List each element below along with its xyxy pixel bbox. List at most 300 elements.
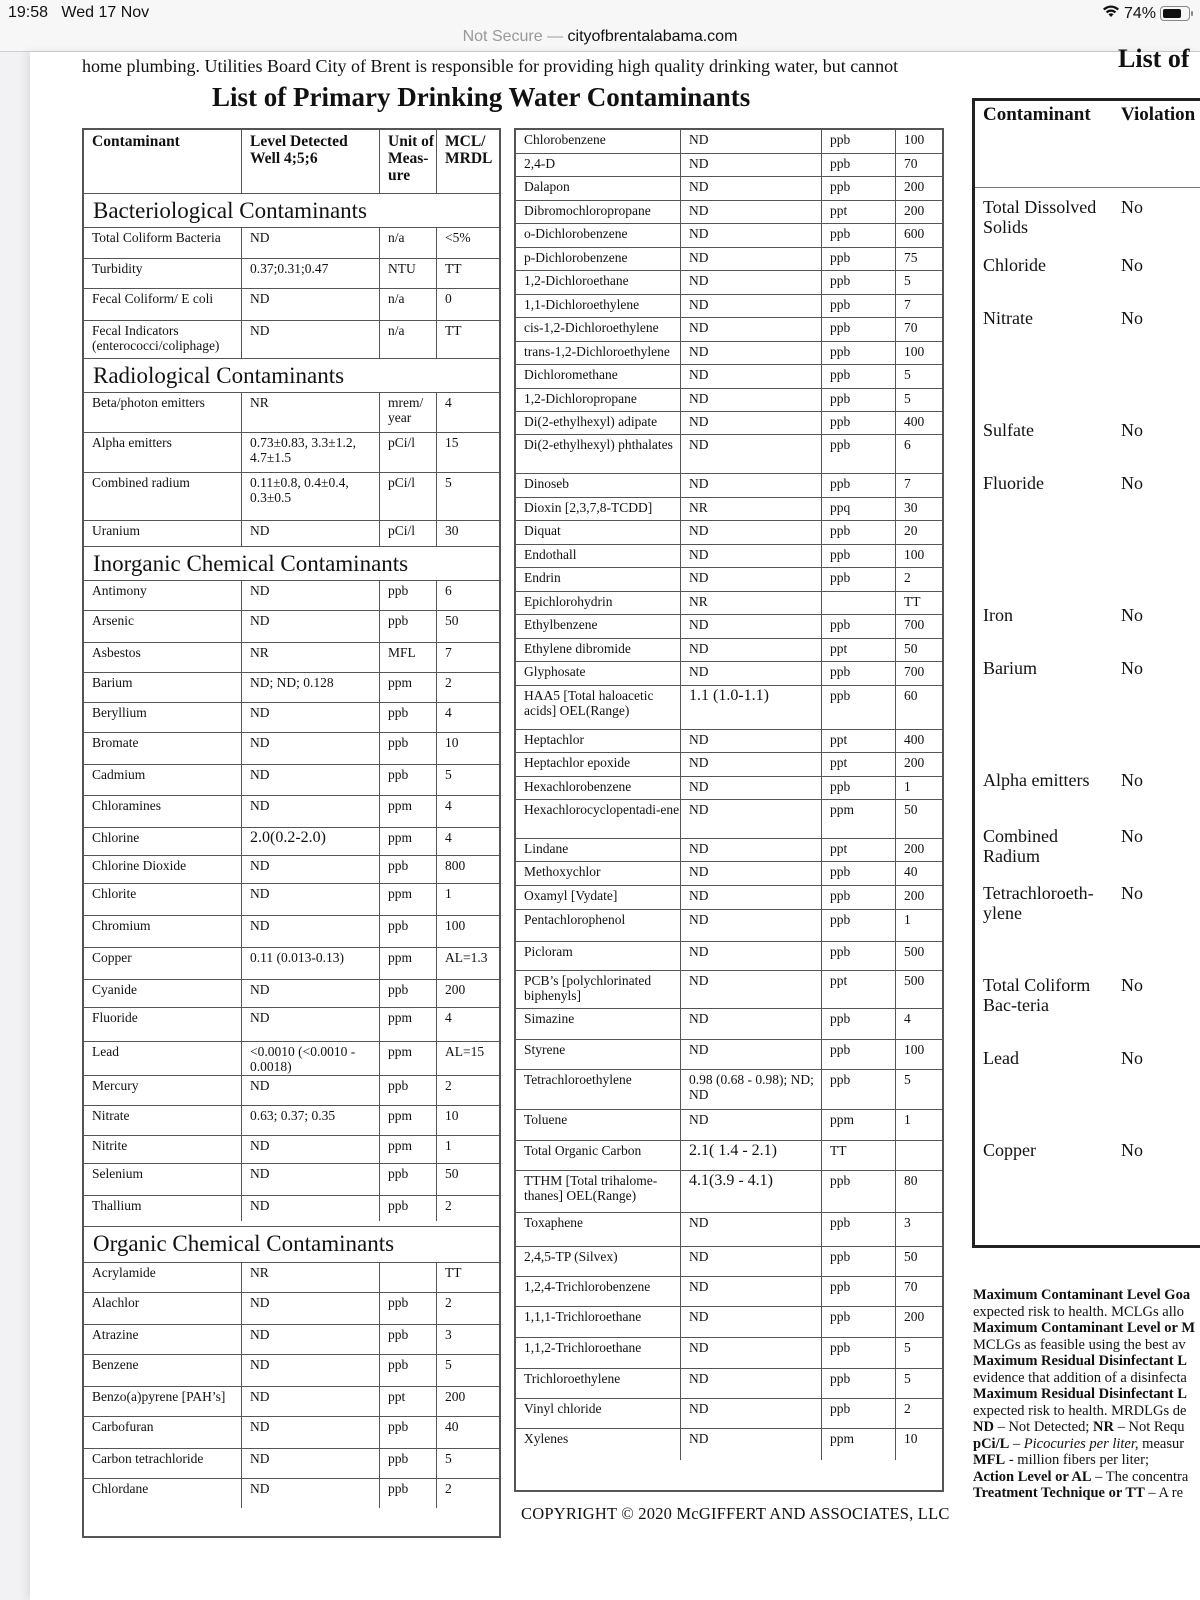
mcl: 70	[895, 154, 936, 176]
level-detected: ND	[680, 886, 821, 909]
level-detected: ND; ND; 0.128	[241, 673, 379, 702]
mcl	[895, 1141, 936, 1170]
level-detected: ND	[680, 435, 821, 473]
level-detected: ND	[680, 154, 821, 176]
mcl: 200	[895, 177, 936, 200]
contaminant-name: HAA5 [Total haloacetic acids] OEL(Range)	[524, 688, 654, 718]
mcl: 4	[436, 393, 492, 432]
contaminant-name: Bromate	[92, 735, 139, 750]
level-detected: ND	[680, 971, 821, 1008]
contaminant-name: Chloramines	[92, 798, 161, 813]
header-violation: Violation	[1121, 104, 1196, 125]
unit: ppb	[821, 942, 895, 970]
contaminant-name: Chlorobenzene	[524, 132, 606, 147]
mcl: 2	[436, 1293, 492, 1324]
definition-text: expected risk to health. MCLGs allo	[973, 1303, 1185, 1320]
mcl: 200	[436, 1387, 492, 1416]
violation-status: No	[1121, 255, 1143, 275]
contaminant-name: 2,4-D	[524, 156, 556, 171]
contaminant-name: trans-1,2-Dichloroethylene	[524, 344, 670, 359]
level-detected: ND	[241, 581, 379, 610]
table-row	[84, 1416, 499, 1448]
unit: ppb	[821, 1040, 895, 1069]
definition-line	[973, 1320, 1200, 1337]
table-row	[516, 638, 942, 661]
table-row	[516, 1368, 942, 1398]
level-detected: ND	[680, 318, 821, 341]
contaminant-name: Acrylamide	[92, 1265, 156, 1280]
mcl: 50	[895, 1247, 936, 1276]
unit: ppb	[821, 1277, 895, 1306]
level-detected: 0.11±0.8, 0.4±0.4, 0.3±0.5	[241, 473, 379, 520]
table-row	[84, 227, 499, 258]
table-row	[84, 1386, 499, 1416]
table-row	[516, 799, 942, 838]
mcl: 10	[436, 733, 492, 764]
level-detected: ND	[680, 545, 821, 567]
contaminant-name: Dioxin [2,3,7,8-TCDD]	[524, 500, 653, 515]
battery-percent: 74%	[1123, 4, 1156, 22]
unit: ppb	[379, 980, 436, 1007]
unit: ppm	[379, 948, 436, 979]
definition-term: NR	[1093, 1419, 1114, 1435]
level-detected: ND	[241, 1355, 379, 1386]
level-detected: ND	[680, 1307, 821, 1337]
table-row	[516, 685, 942, 729]
table-row	[84, 979, 499, 1007]
mcl: 6	[895, 435, 936, 473]
level-detected: ND	[241, 1196, 379, 1221]
contaminant-name: PCB’s [polychlorinated biphenyls]	[524, 973, 652, 1003]
contaminant-name: Simazine	[524, 1011, 575, 1026]
contaminant-name: Xylenes	[524, 1431, 569, 1446]
contaminant-name: Total Coliform Bacteria	[92, 230, 221, 245]
table-row	[516, 909, 942, 941]
mcl: 4	[436, 703, 492, 732]
level-detected: ND	[241, 1008, 379, 1041]
contaminant-name: Alpha emitters	[92, 435, 172, 450]
unit: n/a	[379, 228, 436, 258]
level-detected: ND	[241, 1164, 379, 1195]
table-row	[84, 827, 499, 855]
mcl: 50	[436, 1164, 492, 1195]
definition-term: Maximum Contaminant Level Goa	[973, 1287, 1191, 1303]
table-row	[516, 1069, 942, 1109]
mcl: 5	[895, 1338, 936, 1368]
level-detected: ND	[680, 521, 821, 544]
unit: TT	[821, 1141, 895, 1170]
contaminant-name: Selenium	[92, 1166, 143, 1181]
table-row	[84, 1041, 499, 1075]
mcl: 15	[436, 433, 492, 472]
table-row	[84, 520, 499, 546]
contaminant-name: Uranium	[92, 523, 140, 538]
definition-text: – Not Detected;	[993, 1419, 1094, 1435]
mcl: 40	[436, 1417, 492, 1448]
unit: mrem/ year	[379, 393, 436, 432]
contaminant-name: Beta/photon emitters	[92, 395, 205, 410]
definition-term: Treatment Technique or TT	[973, 1485, 1145, 1501]
violation-contaminant: Barium	[983, 658, 1037, 678]
violation-contaminant: Fluoride	[983, 473, 1044, 493]
mcl: 7	[895, 295, 936, 317]
copyright: COPYRIGHT © 2020 McGIFFERT AND ASSOCIATES, LLC	[521, 1504, 950, 1523]
mcl: 50	[895, 800, 936, 838]
contaminant-name: o-Dichlorobenzene	[524, 226, 628, 241]
mcl: 10	[895, 1429, 936, 1460]
definition-line	[973, 1353, 1200, 1370]
contaminant-name: Tetrachloroethylene	[524, 1072, 632, 1087]
level-detected: NR	[241, 1263, 379, 1292]
unit: ppb	[821, 365, 895, 388]
contaminant-name: Glyphosate	[524, 664, 586, 679]
mcl: 2	[436, 1076, 492, 1105]
level-detected: NR	[680, 498, 821, 520]
contaminant-name: Dichloromethane	[524, 367, 618, 382]
unit: ppm	[379, 1042, 436, 1075]
violation-status: No	[1121, 473, 1143, 493]
unit: ppm	[821, 800, 895, 838]
level-detected: ND	[241, 521, 379, 546]
mcl: 5	[436, 1449, 492, 1478]
unit	[379, 1263, 436, 1292]
violation-contaminant: Combined Radium	[983, 826, 1058, 866]
violation-contaminant: Iron	[983, 605, 1013, 625]
table-row	[516, 752, 942, 776]
status-bar	[0, 0, 1200, 28]
table-row	[516, 341, 942, 364]
mcl: 200	[895, 753, 936, 776]
mcl: 5	[436, 765, 492, 795]
unit: ppb	[821, 474, 895, 497]
contaminant-name: Pentachlorophenol	[524, 912, 626, 927]
mcl: 100	[895, 130, 936, 153]
unit	[821, 592, 895, 614]
table-row	[516, 1109, 942, 1140]
unit: ppb	[821, 318, 895, 341]
violation-status: No	[1121, 883, 1143, 903]
contaminant-name: 2,4,5-TP (Silvex)	[524, 1249, 618, 1264]
header-contaminant: Contaminant	[983, 104, 1091, 125]
mcl: 4	[436, 828, 492, 855]
unit: ppb	[379, 1164, 436, 1195]
level-detected: 1.1 (1.0-1.1)	[680, 686, 821, 729]
section-title: Bacteriological Contaminants	[84, 193, 499, 227]
unit: ppb	[379, 856, 436, 883]
unit: NTU	[379, 259, 436, 288]
level-detected: 2.1( 1.4 - 2.1)	[680, 1141, 821, 1170]
definition-italic: Picocuries per liter,	[1023, 1435, 1139, 1452]
address-bar[interactable]: Not Secure — cityofbrentalabama.com	[0, 28, 1200, 52]
table-row	[84, 1448, 499, 1478]
contaminant-name: Diquat	[524, 523, 561, 538]
mcl: 2	[436, 1479, 492, 1508]
contaminant-name: Thallium	[92, 1198, 142, 1213]
mcl: 400	[895, 412, 936, 434]
contaminant-name: 1,1,2-Trichloroethane	[524, 1340, 642, 1355]
contaminant-name: Nitrate	[92, 1108, 130, 1123]
mcl: 5	[895, 271, 936, 294]
mcl: 5	[895, 365, 936, 388]
mcl: 5	[895, 389, 936, 411]
level-detected: ND	[680, 342, 821, 364]
definition-term: Maximum Residual Disinfectant L	[973, 1353, 1187, 1369]
mcl: 200	[895, 886, 936, 909]
table-row	[84, 672, 499, 702]
level-detected: 2.0(0.2-2.0)	[241, 828, 379, 855]
contaminant-name: Lead	[92, 1044, 119, 1059]
mcl: 200	[895, 1307, 936, 1337]
table-row	[516, 1246, 942, 1276]
unit: ppb	[821, 910, 895, 941]
column-header: MCL/ MRDL	[436, 130, 492, 193]
violation-status: No	[1121, 658, 1143, 678]
level-detected: ND	[680, 474, 821, 497]
contaminant-name: Lindane	[524, 841, 569, 856]
definition-term: Maximum Contaminant Level or M	[973, 1320, 1196, 1336]
table-row	[84, 258, 499, 288]
level-detected: 4.1(3.9 - 4.1)	[680, 1171, 821, 1212]
definition-line	[973, 1469, 1200, 1486]
mcl: 400	[895, 730, 936, 752]
unit: ppb	[379, 1076, 436, 1105]
level-detected: ND	[241, 733, 379, 764]
unit: ppt	[821, 753, 895, 776]
mcl: 200	[436, 980, 492, 1007]
contaminant-name: Vinyl chloride	[524, 1401, 602, 1416]
contaminant-name: Di(2-ethylhexyl) phthalates	[524, 437, 673, 452]
level-detected: NR	[241, 393, 379, 432]
contaminant-name: Antimony	[92, 583, 147, 598]
unit: ppb	[379, 916, 436, 947]
violation-status: No	[1121, 1048, 1143, 1068]
contaminant-name: Styrene	[524, 1042, 566, 1057]
mcl: 600	[895, 224, 936, 247]
level-detected: ND	[241, 884, 379, 915]
level-detected: ND	[680, 1247, 821, 1276]
table-row	[516, 1337, 942, 1368]
contaminant-name: Methoxychlor	[524, 864, 601, 879]
level-detected: ND	[680, 568, 821, 591]
contaminant-name: 1,2-Dichloroethane	[524, 273, 629, 288]
unit: ppb	[821, 1009, 895, 1039]
definition-line	[973, 1287, 1200, 1304]
unit: ppm	[379, 1008, 436, 1041]
mcl: 80	[895, 1171, 936, 1212]
unit: n/a	[379, 289, 436, 320]
table-row	[84, 764, 499, 795]
contaminant-name: Chlordane	[92, 1481, 149, 1496]
contaminant-name: Endothall	[524, 547, 577, 562]
level-detected: ND	[241, 916, 379, 947]
table-row	[84, 732, 499, 764]
unit: MFL	[379, 643, 436, 672]
level-detected: ND	[680, 839, 821, 861]
mcl: 5	[436, 473, 492, 520]
violations-table	[972, 98, 1200, 1248]
security-label: Not Secure	[462, 28, 543, 45]
table-row	[516, 729, 942, 752]
mcl: 800	[436, 856, 492, 883]
level-detected: 0.63; 0.37; 0.35	[241, 1106, 379, 1135]
violation-contaminant: Lead	[983, 1048, 1019, 1068]
violation-status: No	[1121, 770, 1143, 790]
contaminant-name: Turbidity	[92, 261, 143, 276]
violations-header	[975, 101, 1200, 188]
contaminant-name: Trichloroethylene	[524, 1371, 621, 1386]
mcl: 5	[436, 1355, 492, 1386]
violation-contaminant: Chloride	[983, 255, 1046, 275]
unit: ppb	[379, 733, 436, 764]
contaminant-name: 1,2-Dichloropropane	[524, 391, 637, 406]
level-detected: ND	[680, 177, 821, 200]
level-detected: 0.98 (0.68 - 0.98); ND; ND	[680, 1070, 821, 1109]
level-detected: ND	[680, 1110, 821, 1140]
table-row	[84, 855, 499, 883]
unit: ppb	[379, 1479, 436, 1508]
mcl: 40	[895, 862, 936, 885]
unit: ppm	[821, 1110, 895, 1140]
contaminant-name: Fecal Indicators (enterococci/coliphage)	[92, 323, 220, 353]
unit: ppb	[821, 130, 895, 153]
table-row	[516, 970, 942, 1008]
definition-term: pCi/L	[973, 1435, 1010, 1452]
level-detected: ND	[680, 730, 821, 752]
mcl: 4	[895, 1009, 936, 1039]
table-row	[516, 270, 942, 294]
table-row	[84, 1478, 499, 1508]
table-row	[516, 411, 942, 434]
table-row	[516, 1039, 942, 1069]
unit: ppt	[821, 971, 895, 1008]
contaminant-name: Endrin	[524, 570, 561, 585]
level-detected: ND	[680, 1213, 821, 1246]
contaminant-name: Chlorite	[92, 886, 137, 901]
contaminant-name: Hexachlorocyclopentadi-ene	[524, 802, 680, 817]
contaminant-name: Arsenic	[92, 613, 134, 628]
table-row	[84, 392, 499, 432]
table-row	[516, 838, 942, 861]
level-detected: ND	[680, 862, 821, 885]
table-row	[516, 544, 942, 567]
definition-term: Maximum Residual Disinfectant L	[973, 1386, 1187, 1402]
unit: pCi/l	[379, 521, 436, 546]
definition-term: ND	[973, 1419, 994, 1435]
mcl: 70	[895, 1277, 936, 1306]
contaminant-name: Chlorine	[92, 830, 140, 845]
violation-contaminant: Total Dissolved Solids	[983, 197, 1097, 237]
level-detected: ND	[241, 1136, 379, 1163]
level-detected: ND	[680, 800, 821, 838]
unit: ppb	[821, 1399, 895, 1428]
unit: ppm	[821, 1429, 895, 1460]
level-detected: ND	[680, 201, 821, 223]
contaminant-name: Hexachlorobenzene	[524, 779, 632, 794]
contaminant-name: 1,1,1-Trichloroethane	[524, 1309, 642, 1324]
contaminant-name: cis-1,2-Dichloroethylene	[524, 320, 659, 335]
table-row	[516, 776, 942, 799]
mcl: <5%	[436, 228, 492, 258]
table-row	[84, 320, 499, 358]
table-row	[516, 1276, 942, 1306]
unit: ppb	[821, 545, 895, 567]
mcl: 6	[436, 581, 492, 610]
section-title: Organic Chemical Contaminants	[84, 1226, 499, 1262]
level-detected: 0.37;0.31;0.47	[241, 259, 379, 288]
unit: ppb	[821, 568, 895, 591]
right-title-partial: List of	[1118, 44, 1190, 73]
table-row	[84, 1324, 499, 1354]
violation-contaminant: Alpha emitters	[983, 770, 1090, 790]
definition-line	[973, 1452, 1200, 1469]
contaminant-name: Toluene	[524, 1112, 568, 1127]
unit: ppb	[821, 1070, 895, 1109]
level-detected: ND	[680, 1277, 821, 1306]
unit: ppb	[821, 777, 895, 799]
unit: ppb	[379, 1196, 436, 1221]
level-detected: ND	[680, 389, 821, 411]
definition-text: – A re	[1144, 1485, 1184, 1501]
mcl: 4	[436, 796, 492, 827]
definition-line	[973, 1386, 1200, 1403]
level-detected: ND	[241, 796, 379, 827]
violation-status: No	[1121, 1140, 1143, 1160]
level-detected: ND	[680, 753, 821, 776]
level-detected: ND	[241, 1417, 379, 1448]
table-row	[84, 883, 499, 915]
violation-status: No	[1121, 605, 1143, 625]
level-detected: ND	[241, 765, 379, 795]
unit: ppb	[821, 1171, 895, 1212]
level-detected: ND	[680, 1040, 821, 1069]
unit: ppm	[379, 828, 436, 855]
definition-text: MCLGs as feasible using the best av	[973, 1336, 1186, 1353]
contaminant-name: Atrazine	[92, 1327, 139, 1342]
violation-status: No	[1121, 308, 1143, 328]
unit: ppb	[821, 1213, 895, 1246]
level-detected: NR	[241, 643, 379, 672]
violation-contaminant: Sulfate	[983, 420, 1034, 440]
unit: ppq	[821, 498, 895, 520]
unit: ppb	[821, 154, 895, 176]
contaminant-name: Picloram	[524, 944, 573, 959]
mcl: 30	[895, 498, 936, 520]
unit: pCi/l	[379, 473, 436, 520]
table-row	[516, 1008, 942, 1039]
contaminant-name: Barium	[92, 675, 133, 690]
contaminant-name: Benzo(a)pyrene [PAH’s]	[92, 1389, 226, 1404]
violation-contaminant: Nitrate	[983, 308, 1033, 328]
level-detected: ND	[680, 910, 821, 941]
mcl: 2	[436, 673, 492, 702]
contaminant-name: p-Dichlorobenzene	[524, 250, 628, 265]
unit: ppm	[379, 1136, 436, 1163]
mcl: 2	[895, 568, 936, 591]
contaminant-name: Combined radium	[92, 475, 190, 490]
unit: ppm	[379, 673, 436, 702]
table-row	[84, 580, 499, 610]
mcl: 3	[436, 1325, 492, 1354]
table-row	[84, 1195, 499, 1221]
violation-contaminant: Copper	[983, 1140, 1036, 1160]
unit: ppb	[821, 412, 895, 434]
definition-text: expected risk to health. MRDLGs de	[973, 1402, 1187, 1419]
level-detected: ND	[680, 942, 821, 970]
unit: ppb	[821, 615, 895, 638]
definition-text: evidence that addition of a disinfecta	[973, 1369, 1187, 1386]
unit: ppb	[821, 862, 895, 885]
table-row	[516, 1306, 942, 1337]
